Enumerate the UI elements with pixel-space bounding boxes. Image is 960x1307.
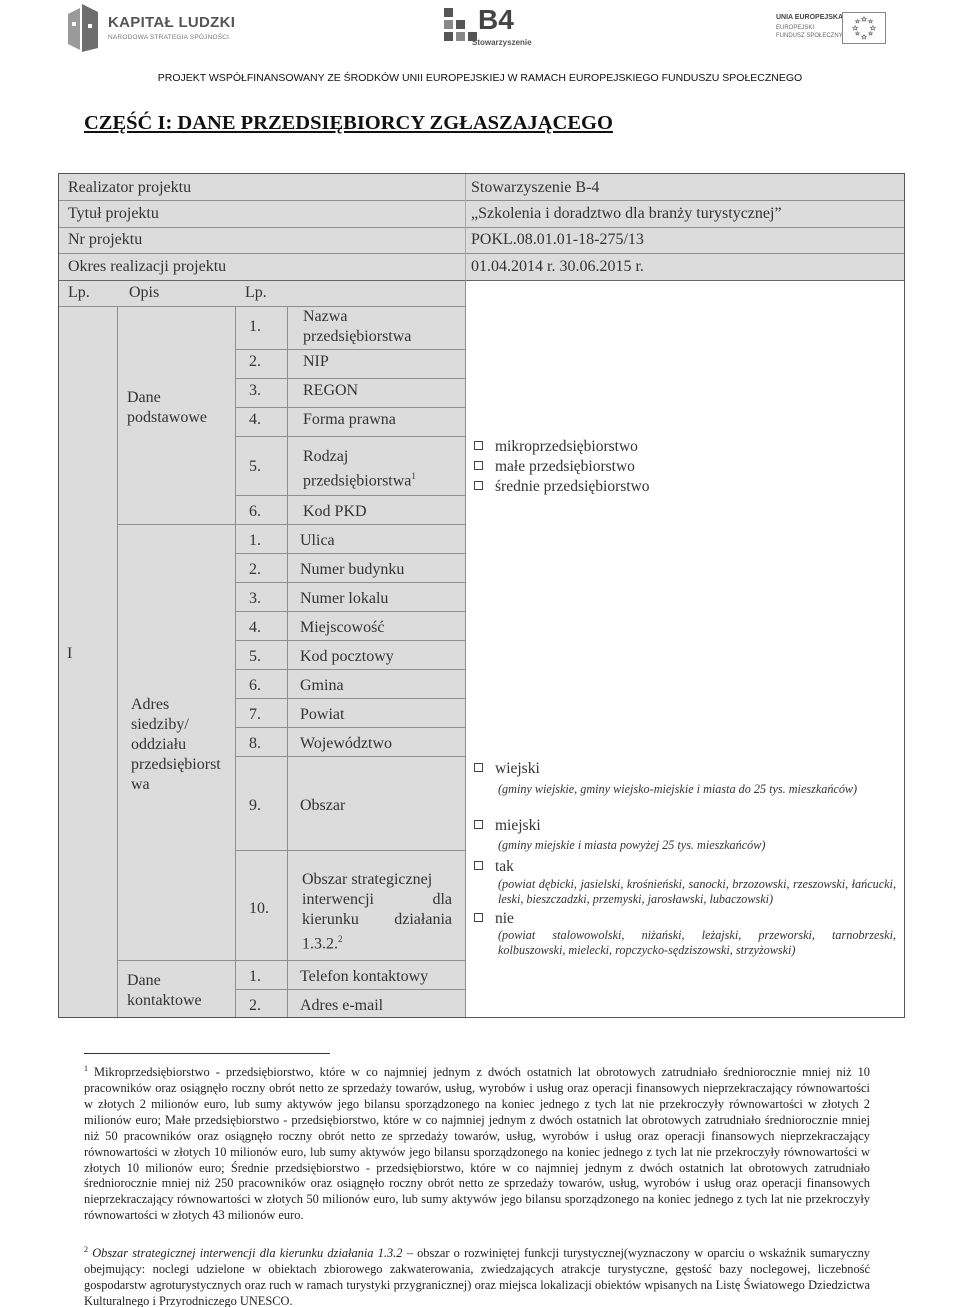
field-label-text: 1.3.2. <box>302 935 338 953</box>
row-line <box>235 756 465 757</box>
field-no: 4. <box>249 411 261 428</box>
section-number: I <box>67 645 73 662</box>
row-line <box>235 495 465 496</box>
b4-sub: Stowarzyszenie <box>472 38 532 47</box>
checkbox-icon <box>474 861 483 870</box>
field-no: 2. <box>249 561 261 578</box>
footnote-1-text: Mikroprzedsiębiorstwo - przedsiębiorstwo, które w co najmniej jednym z dwóch ostatnich lat obrotowych zatrudniało średniorocznie mniej niż 10 pracowników oraz osiągnęło roczny obrót netto ze sprzedaży towarów, usług, wyrobów i usług oraz operacji finansowych nieprzekraczający równowartości w złotych 2 milionów euro, lub sumy aktywów jego bilansu sporządzonego na koniec jednego z tych lat nie przekroczyły równowartości w złotych 2 milionów euro; Małe przedsiębiorstwo - przedsiębiorstwo, które w co najmniej jednym z dwóch ostatnich lat obrotowych zatrudniało średniorocznie mniej niż 50 pracowników oraz osiągnęło roczny obrót netto ze sprzedaży towarów, usług, wyrobów i usług oraz operacji finansowych nieprzekraczający równowartości w złotych 10 milionów euro, lub sumy aktywów jego bilansu sporządzonego na koniec jednego z tych lat nie przekroczyły równowartości w złotych 10 milionów euro; Średnie przedsiębiorstwo - przedsiębiorstwo, które w co najmniej jednym z dwóch ostatnich lat obrotowych zatrudniało średniorocznie mniej niż 250 pracowników oraz osiągnęło roczny obrót netto ze sprzedaży towarów, usług, wyrobów i usług oraz operacji finansowych nieprzekraczający równowartości w złotych 50 milionów euro, lub sumy aktywów jego bilansu sporządzonego na koniec jednego z tych lat nie przekroczyły równowartości w złotych 43 milionów euro. <box>84 1065 870 1223</box>
field-label: Numer lokalu <box>300 590 389 607</box>
option-label: małe przedsiębiorstwo <box>495 458 635 475</box>
group-contact-label: Dane <box>127 972 161 989</box>
field-label: kierunku działania <box>302 911 452 928</box>
group-address-label: siedziby/ <box>131 716 189 733</box>
field-label: interwencji dla <box>302 891 452 908</box>
group-line <box>117 524 465 525</box>
row-line <box>235 698 465 699</box>
option-miejski[interactable] <box>474 816 541 835</box>
field-no: 3. <box>249 382 261 399</box>
option-label: średnie przedsiębiorstwo <box>495 478 650 495</box>
footnote-2-text: – obszar o rozwiniętej funkcji turystycznej(wyznaczony w oparciu o wskaźnik sumaryczny obejmujący: noclegi udzielone w obiektach zbiorowego zakwaterowania, zwiedzających atrakcje turystyczne, gęstość bazy noclegowej, liczebność gospodarstw agroturystycznych oraz ruch w ramach turystyki przygranicznej) oraz miejsca lokalizacji obiektów wpisanych na Listę Światowego Dziedzictwa Kulturalnego i Przyrodniczego UNESCO. <box>84 1246 870 1307</box>
info-value: POKL.08.01.01-18-275/13 <box>471 231 644 248</box>
field-label <box>302 930 343 953</box>
row-line <box>235 611 465 612</box>
kapital-ludzki-name: KAPITAŁ LUDZKI <box>108 14 236 31</box>
col-header-opis: Opis <box>129 284 160 301</box>
footnote-ref-2: 2 <box>338 934 343 944</box>
option-male[interactable] <box>474 457 635 476</box>
option-note: (powiat stalowowolski, niżański, leżajski, przeworski, tarnobrzeski, kolbuszowski, mielecki, ropczycko-sędziszowski, strzyżowski) <box>498 928 896 957</box>
option-note: (gminy miejskie i miasta powyżej 25 tys. mieszkańców) <box>498 838 766 852</box>
field-no: 10. <box>249 900 269 917</box>
field-label: Kod PKD <box>303 503 367 520</box>
col-header-lp: Lp. <box>68 284 90 301</box>
field-label: Gmina <box>300 677 344 694</box>
row-line <box>59 227 904 228</box>
footnote-2-lead: Obszar strategicznej interwencji dla kierunku działania 1.3.2 <box>92 1246 403 1261</box>
footnote-2-number: 2 <box>84 1245 88 1254</box>
field-no: 6. <box>249 503 261 520</box>
row-line <box>235 669 465 670</box>
info-label: Tytuł projektu <box>68 205 159 222</box>
field-label: Forma prawna <box>303 411 396 428</box>
company-data-table <box>58 173 905 1018</box>
option-label: mikroprzedsiębiorstwo <box>495 438 638 455</box>
checkbox-icon <box>474 461 483 470</box>
col-header-lp2: Lp. <box>245 284 267 301</box>
eu-flag-icon <box>842 12 886 44</box>
row-line <box>235 436 465 437</box>
row-line <box>235 349 465 350</box>
group-address-label: Adres <box>131 696 170 713</box>
row-line <box>235 553 465 554</box>
col-line <box>465 280 466 1017</box>
group-address-label: wa <box>131 776 150 793</box>
row-line <box>59 253 904 254</box>
option-srednie[interactable] <box>474 477 650 496</box>
field-label: Nazwa <box>303 308 348 325</box>
kapital-ludzki-logo <box>66 4 246 54</box>
option-tak[interactable] <box>474 857 514 876</box>
group-line <box>117 960 465 961</box>
field-label-text: przedsiębiorstwa <box>303 472 412 490</box>
row-line <box>235 727 465 728</box>
checkbox-icon <box>474 481 483 490</box>
option-label: nie <box>495 910 514 927</box>
footnote-ref-1: 1 <box>411 471 416 481</box>
eu-line3: FUNDUSZ SPOŁECZNY <box>776 33 843 39</box>
row-line <box>235 989 465 990</box>
field-no: 9. <box>249 797 261 814</box>
option-label: tak <box>495 858 514 875</box>
field-no: 7. <box>249 706 261 723</box>
row-line <box>235 407 465 408</box>
info-value: Stowarzyszenie B-4 <box>471 179 600 196</box>
info-value: 01.04.2014 r. 30.06.2015 r. <box>471 258 644 275</box>
info-label: Okres realizacji projektu <box>68 258 227 275</box>
checkbox-icon <box>474 820 483 829</box>
row-line <box>59 200 904 201</box>
b4-logo <box>442 6 532 50</box>
info-value: „Szkolenia i doradztwo dla branży turystycznej” <box>471 205 782 222</box>
option-nie[interactable] <box>474 909 514 928</box>
field-no: 1. <box>249 318 261 335</box>
eu-logo <box>776 12 888 46</box>
row-line <box>59 280 904 281</box>
field-label: Numer budynku <box>300 561 405 578</box>
footnote-1-number: 1 <box>84 1064 88 1073</box>
col-line <box>465 174 466 280</box>
row-line <box>59 306 465 307</box>
field-label: NIP <box>303 353 329 370</box>
field-label: Kod pocztowy <box>300 648 394 665</box>
option-note: (gminy wiejskie, gminy wiejsko-miejskie i miasta do 25 tys. mieszkańców) <box>498 782 858 796</box>
field-no: 6. <box>249 677 261 694</box>
info-label: Nr projektu <box>68 231 143 248</box>
checkbox-icon <box>474 441 483 450</box>
row-line <box>235 850 465 851</box>
b4-name: B4 <box>478 4 514 35</box>
field-label: REGON <box>303 382 359 399</box>
checkbox-icon <box>474 913 483 922</box>
col-line <box>117 306 118 1017</box>
field-no: 3. <box>249 590 261 607</box>
group-address-label: oddziału <box>131 736 187 753</box>
field-no: 5. <box>249 458 261 475</box>
page-title: CZĘŚĆ I: DANE PRZEDSIĘBIORCY ZGŁASZAJĄCEGO <box>84 112 613 134</box>
field-label <box>303 467 416 490</box>
row-line <box>235 582 465 583</box>
col-line <box>287 306 288 1017</box>
row-line <box>235 378 465 379</box>
field-label: Województwo <box>300 735 393 752</box>
field-label: Powiat <box>300 706 345 723</box>
option-label: wiejski <box>495 760 540 777</box>
field-label: Ulica <box>300 532 335 549</box>
field-no: 2. <box>249 353 261 370</box>
kapital-ludzki-sub: NARODOWA STRATEGIA SPÓJNOŚCI <box>108 34 230 41</box>
field-no: 1. <box>249 968 261 985</box>
col-line <box>235 306 236 1017</box>
checkbox-icon <box>474 763 483 772</box>
option-note: (powiat dębicki, jasielski, krośnieński, sanocki, brzozowski, rzeszowski, łańcucki, leski, bieszczadzki, przemyski, jarosławski, lubaczowski) <box>498 877 896 906</box>
field-no: 5. <box>249 648 261 665</box>
field-no: 2. <box>249 997 261 1014</box>
group-basic-label: Dane <box>127 389 161 406</box>
field-label: Obszar <box>300 797 346 814</box>
field-label: Adres e-mail <box>300 997 384 1014</box>
kapital-ludzki-mark-icon <box>66 4 100 52</box>
field-label: Telefon kontaktowy <box>300 968 429 985</box>
footnote-1 <box>84 1061 870 1224</box>
field-label: Rodzaj <box>303 448 349 465</box>
footnote-separator <box>84 1053 330 1054</box>
option-wiejski[interactable] <box>474 759 540 778</box>
field-no: 4. <box>249 619 261 636</box>
field-label: Obszar strategicznej <box>302 871 433 888</box>
group-address-label: przedsiębiorst <box>131 756 221 773</box>
group-contact-label: kontaktowe <box>127 992 202 1009</box>
row-line <box>235 640 465 641</box>
option-label: miejski <box>495 817 541 834</box>
project-banner: PROJEKT WSPÓŁFINANSOWANY ZE ŚRODKÓW UNII EUROPEJSKIEJ W RAMACH EUROPEJSKIEGO FUNDUSZU SPOŁECZNEGO <box>157 72 803 84</box>
field-label: przedsiębiorstwa <box>303 328 412 345</box>
field-no: 1. <box>249 532 261 549</box>
field-no: 8. <box>249 735 261 752</box>
eu-line1: UNIA EUROPEJSKA <box>776 14 844 21</box>
option-mikro[interactable] <box>474 437 638 456</box>
group-basic-label: podstawowe <box>127 409 207 426</box>
eu-line2: EUROPEJSKI <box>776 25 815 31</box>
info-label: Realizator projektu <box>68 179 192 196</box>
footnote-2 <box>84 1242 870 1307</box>
field-label: Miejscowość <box>300 619 385 636</box>
